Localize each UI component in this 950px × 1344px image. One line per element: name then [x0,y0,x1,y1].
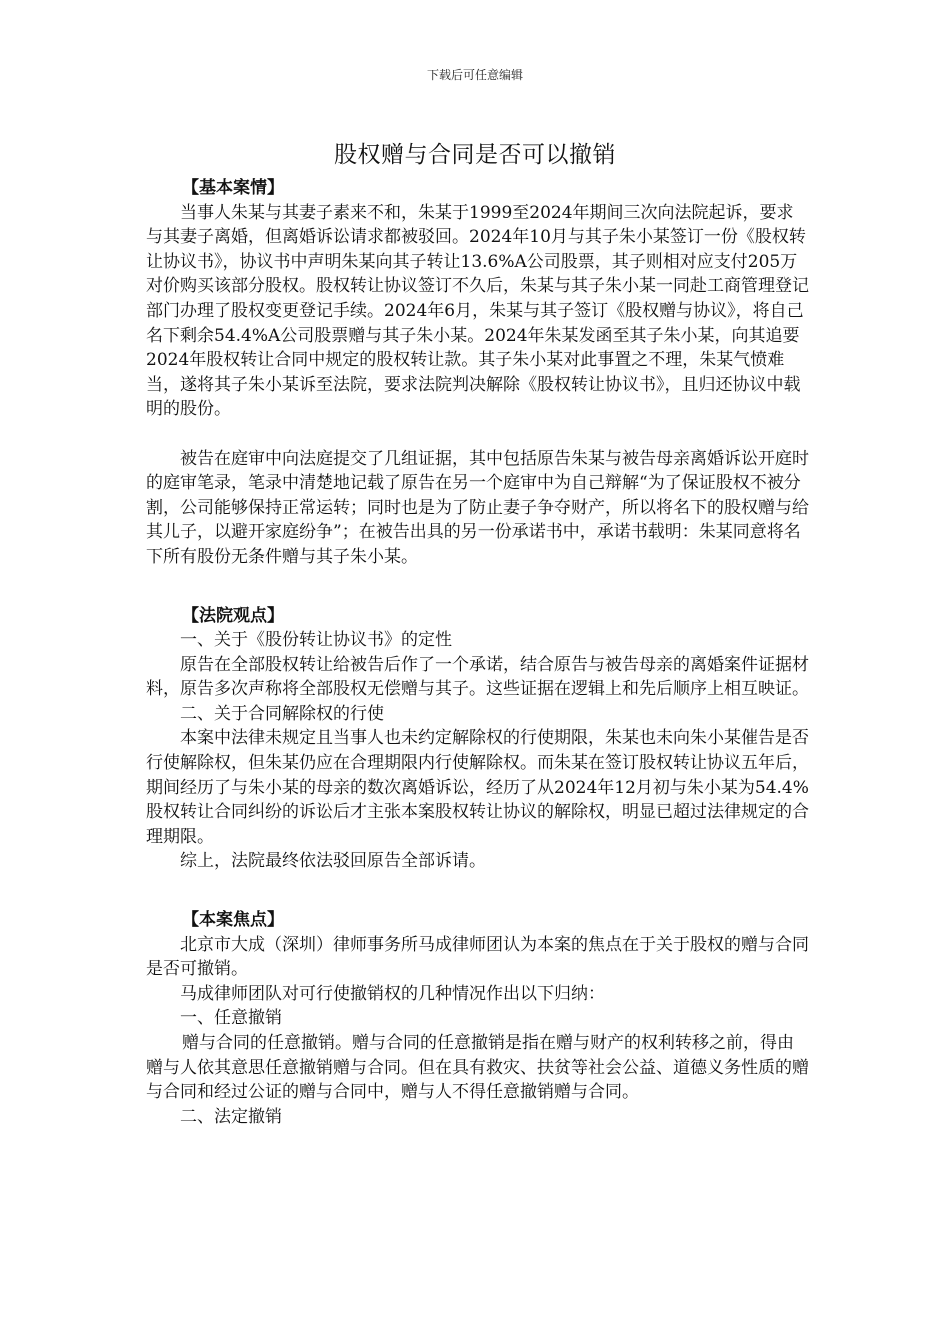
court-paragraph-1: 原告在全部股权转让给被告后作了一个承诺，结合原告与被告母亲的离婚案件证据材料，原告多次声称将全部股权无偿赠与其子。这些证据在逻辑上和先后顺序上相互映证。 [146,654,809,700]
focus-paragraph-3: 赠与合同的任意撤销。赠与合同的任意撤销是指在赠与财产的权利转移之前，得由赠与人依其意思任意撤销赠与合同。但在具有救灾、扶贫等社会公益、道德义务性质的赠与合同和经过公证的赠与合同中，赠与人不得任意撤销赠与合同。 [146,1033,809,1103]
document-title: 股权赠与合同是否可以撤销 [334,142,616,168]
spacer [146,570,810,604]
section-heading-case: 【基本案情】 [182,178,284,198]
spacer [146,874,810,908]
focus-subheading-1: 一、任意撤销 [180,1008,282,1029]
focus-subheading-2: 二、法定撤销 [180,1106,282,1127]
court-paragraph-2: 本案中法律未规定且当事人也未约定解除权的行使期限，朱某也未向朱小某催告是否行使解除权，但朱某仍应在合理期限内行使解除权。而朱某在签订股权转让协议五年后，期间经历了与朱小某的母亲的数次离婚诉讼，经历了从2024年12月初与朱小某为54.4%股权转让合同纠纷的诉讼后才主张本案股权转让协议的解除权，明显已超过法律规定的合理期限。 [146,728,809,847]
focus-paragraph-2: 马成律师团队对可行使撤销权的几种情况作出以下归纳： [180,983,605,1004]
header-note: 下载后可任意编辑 [426,68,523,82]
document-body [146,176,810,1129]
court-subheading-1: 一、关于《股份转让协议书》的定性 [180,630,452,651]
case-paragraph-2: 被告在庭审中向法庭提交了几组证据，其中包括原告朱某与被告母亲离婚诉讼开庭时的庭审笔录，笔录中清楚地记载了原告在另一个庭审中为自己辩解“为了保证股权不被分割，公司能够保持正常运转；同时也是为了防止妻子争夺财产，所以将名下的股权赠与给其儿子，以避开家庭纷争”；在被告出具的另一份承诺书中，承诺书载明：朱某同意将名下所有股份无条件赠与其子朱小某。 [146,448,809,567]
section-heading-court: 【法院观点】 [182,605,284,626]
spacer [146,422,810,447]
section-heading-focus: 【本案焦点】 [182,910,284,931]
court-paragraph-3: 综上，法院最终依法驳回原告全部诉请。 [180,851,486,872]
focus-paragraph-1: 北京市大成（深圳）律师事务所马成律师团认为本案的焦点在于关于股权的赠与合同是否可撤销。 [146,934,809,980]
court-subheading-2: 二、关于合同解除权的行使 [180,703,384,724]
case-paragraph-1: 当事人朱某与其妻子素来不和，朱某于1999至2024年期间三次向法院起诉，要求与其妻子离婚，但离婚诉讼请求都被驳回。2024年10月与其子朱小某签订一份《股权转让协议书》，协议书中声明朱某向其子转让13.6%A公司股票，其子则相对应支付205万对价购买该部分股权。股权转让协议签订不久后，朱某与其子朱小某一同赴工商管理登记部门办理了股权变更登记手续。2024年6月，朱某与其子签订《股权赠与协议》，将自己名下剩余54.4%A公司股票赠与其子朱小某。2024年朱某发函至其子朱小某，向其追要2024年股权转让合同中规定的股权转让款。其子朱小某对此事置之不理，朱某气愤难当，遂将其子朱小某诉至法院，要求法院判决解除《股权转让协议书》，且归还协议中载明的股份。 [146,202,809,420]
